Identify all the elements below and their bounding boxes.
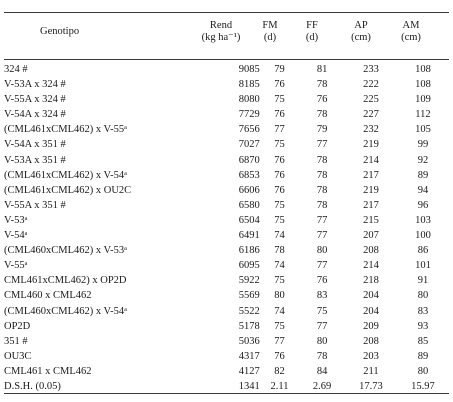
cell-ap: 233: [363, 64, 379, 75]
cell-ap: 211: [363, 365, 379, 377]
cell-am: 86: [417, 245, 429, 257]
header-fm-unit: (d): [263, 32, 277, 43]
header-fm: [252, 20, 288, 44]
cell-genotipo: V-54A x 351 #: [4, 139, 66, 151]
cell-fm: 79: [274, 64, 285, 75]
cell-ff: 77: [316, 139, 328, 151]
cell-ff: 75: [316, 305, 328, 317]
cell-ff: 2.69: [312, 380, 332, 392]
header-rule: [4, 59, 449, 60]
cell-fm: 75: [274, 214, 285, 226]
table-row: [4, 92, 449, 107]
cell-ap: 17.73: [359, 380, 383, 392]
cell-am: 109: [415, 94, 431, 106]
cell-genotipo: V-55ᵃ: [4, 260, 28, 272]
cell-fm: 76: [274, 154, 285, 166]
cell-rend: 5569: [238, 290, 260, 302]
bottom-rule: [4, 393, 449, 394]
cell-fm: 82: [274, 365, 285, 377]
header-ff-unit: (d): [305, 32, 319, 43]
cell-ff: 77: [316, 214, 328, 226]
cell-ff: 77: [316, 260, 328, 272]
cell-fm: 76: [274, 79, 285, 91]
table-row: [4, 168, 449, 183]
table-row: [4, 137, 449, 152]
header-am: [386, 20, 436, 44]
cell-ap: 215: [363, 214, 379, 226]
cell-am: 94: [417, 184, 429, 196]
cell-am: 91: [417, 275, 429, 287]
cell-genotipo: V-53A x 351 #: [4, 154, 66, 166]
table-row: [4, 304, 449, 319]
table-row: [4, 77, 449, 92]
header-ap: [336, 20, 386, 44]
table-row: [4, 349, 449, 364]
cell-ff: 76: [316, 94, 328, 106]
cell-ff: 79: [316, 124, 328, 136]
table-row: [4, 198, 449, 213]
header-am-unit: (cm): [401, 32, 421, 43]
cell-am: 96: [417, 199, 429, 211]
cell-ap: 217: [363, 199, 379, 211]
cell-am: 99: [417, 139, 429, 151]
header-ff-label: FF: [306, 20, 318, 31]
cell-genotipo: (CML461xCML462) x V-55ᵃ: [4, 124, 128, 136]
cell-rend: 5036: [238, 335, 260, 347]
cell-genotipo: (CML460xCML462) x V-53ᵃ: [4, 245, 128, 257]
cell-fm: 74: [274, 305, 285, 317]
cell-rend: 5522: [238, 305, 260, 317]
cell-rend: 6580: [238, 199, 260, 211]
cell-rend: 6853: [238, 169, 260, 181]
cell-ap: 227: [363, 109, 379, 121]
cell-rend: 5178: [238, 320, 260, 332]
cell-am: 100: [415, 230, 431, 242]
table-row: [4, 122, 449, 137]
cell-rend: 6095: [238, 260, 260, 272]
cell-ap: 218: [363, 275, 379, 287]
cell-rend: 6186: [238, 245, 260, 257]
cell-fm: 75: [274, 320, 285, 332]
cell-genotipo: V-55A x 351 #: [4, 199, 66, 211]
cell-genotipo: CML461 x CML462: [4, 365, 92, 377]
header-am-label: AM: [402, 20, 420, 31]
table-row: [4, 62, 449, 77]
cell-genotipo: V-53ᵃ: [4, 214, 28, 226]
header-ap-unit: (cm): [351, 32, 371, 43]
cell-ap: 208: [363, 335, 379, 347]
cell-ff: 81: [316, 64, 328, 75]
cell-ff: 83: [316, 290, 328, 302]
cell-ap: 203: [363, 350, 379, 362]
cell-ap: 219: [363, 139, 379, 151]
cell-fm: 77: [274, 335, 285, 347]
cell-fm: 76: [274, 184, 285, 196]
cell-fm: 76: [274, 350, 285, 362]
cell-fm: 77: [274, 124, 285, 136]
cell-ff: 80: [316, 245, 328, 257]
cell-fm: 74: [274, 260, 285, 272]
cell-rend: 5922: [238, 275, 260, 287]
header-ff: [292, 20, 332, 44]
cell-genotipo: (CML461xCML462) x V-54ᵃ: [4, 169, 128, 181]
cell-ap: 232: [363, 124, 379, 136]
cell-fm: 75: [274, 94, 285, 106]
cell-ff: 77: [316, 230, 328, 242]
cell-genotipo: 324 #: [4, 64, 28, 75]
cell-fm: 75: [274, 199, 285, 211]
cell-genotipo: CML460 x CML462: [4, 290, 92, 302]
cell-rend: 4127: [238, 365, 260, 377]
cell-genotipo: 351 #: [4, 335, 28, 347]
header-genotipo-label: Genotipo: [40, 26, 80, 37]
cell-am: 83: [417, 305, 429, 317]
cell-rend: 6870: [238, 154, 260, 166]
cell-ap: 207: [363, 230, 379, 242]
cell-am: 80: [417, 365, 429, 377]
cell-rend: 7027: [238, 139, 260, 151]
cell-am: 112: [415, 109, 431, 121]
table-row-dsh: [4, 379, 449, 394]
cell-rend: 8185: [238, 79, 260, 91]
cell-genotipo: OU3C: [4, 350, 32, 362]
cell-ff: 78: [316, 350, 328, 362]
cell-am: 89: [417, 169, 429, 181]
cell-genotipo: D.S.H. (0.05): [4, 380, 61, 392]
cell-ap: 214: [363, 260, 379, 272]
cell-am: 108: [415, 79, 431, 91]
cell-ff: 78: [316, 199, 328, 211]
cell-am: 108: [415, 64, 431, 75]
cell-rend: 8080: [238, 94, 260, 106]
cell-ff: 78: [316, 169, 328, 181]
cell-genotipo: V-54A x 324 #: [4, 109, 66, 121]
cell-ff: 76: [316, 275, 328, 287]
header-fm-label: FM: [262, 20, 278, 31]
cell-ff: 84: [316, 365, 328, 377]
cell-fm: 78: [274, 245, 285, 257]
cell-fm: 76: [274, 169, 285, 181]
cell-rend: 6504: [238, 214, 260, 226]
cell-fm: 80: [274, 290, 285, 302]
table-row: [4, 228, 449, 243]
cell-genotipo: V-53A x 324 #: [4, 79, 66, 91]
cell-am: 85: [417, 335, 429, 347]
table-row: [4, 334, 449, 349]
cell-rend: 7656: [238, 124, 260, 136]
cell-fm: 75: [274, 275, 285, 287]
cell-ap: 217: [363, 169, 379, 181]
cell-rend: 4317: [238, 350, 260, 362]
cell-fm: 75: [274, 139, 285, 151]
top-rule: [4, 12, 449, 13]
table-row: [4, 273, 449, 288]
header-ap-label: AP: [354, 20, 368, 31]
header-genotipo: [40, 26, 79, 38]
cell-genotipo: V-54ᵃ: [4, 230, 28, 242]
cell-rend: 7729: [238, 109, 260, 121]
cell-genotipo: OP2D: [4, 320, 31, 332]
cell-fm: 2.11: [270, 380, 289, 392]
cell-am: 93: [417, 320, 429, 332]
cell-ap: 225: [363, 94, 379, 106]
cell-genotipo: CML461xCML462) x OP2D: [4, 275, 127, 287]
cell-ff: 78: [316, 154, 328, 166]
cell-am: 92: [417, 154, 429, 166]
cell-ff: 80: [316, 335, 328, 347]
cell-ap: 222: [363, 79, 379, 91]
cell-rend: 9085: [238, 64, 260, 75]
table-row: [4, 243, 449, 258]
cell-genotipo: (CML461xCML462) x OU2C: [4, 184, 132, 196]
cell-ff: 78: [316, 184, 328, 196]
cell-am: 15.97: [411, 380, 435, 392]
header-rend-label: Rend: [209, 20, 233, 31]
cell-ap: 208: [363, 245, 379, 257]
data-table: [4, 62, 449, 394]
table-row: [4, 319, 449, 334]
cell-ap: 204: [363, 305, 379, 317]
table-row: [4, 364, 449, 379]
header-rend-unit: (kg ha⁻¹): [201, 32, 241, 43]
cell-ff: 78: [316, 79, 328, 91]
cell-genotipo: V-55A x 324 #: [4, 94, 66, 106]
cell-am: 80: [417, 290, 429, 302]
cell-ap: 204: [363, 290, 379, 302]
cell-ap: 214: [363, 154, 379, 166]
cell-ff: 77: [316, 320, 328, 332]
cell-ap: 209: [363, 320, 379, 332]
cell-am: 105: [415, 124, 431, 136]
cell-fm: 74: [274, 230, 285, 242]
table-row: [4, 213, 449, 228]
cell-ff: 78: [316, 109, 328, 121]
table-row: [4, 288, 449, 303]
cell-fm: 76: [274, 109, 285, 121]
cell-rend: 1341: [238, 380, 260, 392]
cell-am: 101: [415, 260, 431, 272]
cell-am: 89: [417, 350, 429, 362]
table-row: [4, 107, 449, 122]
table-row: [4, 183, 449, 198]
cell-genotipo: (CML460xCML462) x V-54ᵃ: [4, 305, 128, 317]
cell-am: 103: [415, 214, 431, 226]
cell-rend: 6491: [238, 230, 260, 242]
table-row: [4, 258, 449, 273]
cell-ap: 219: [363, 184, 379, 196]
table-row: [4, 153, 449, 168]
header-rend: [186, 20, 256, 44]
cell-rend: 6606: [238, 184, 260, 196]
table-body: [4, 62, 449, 394]
